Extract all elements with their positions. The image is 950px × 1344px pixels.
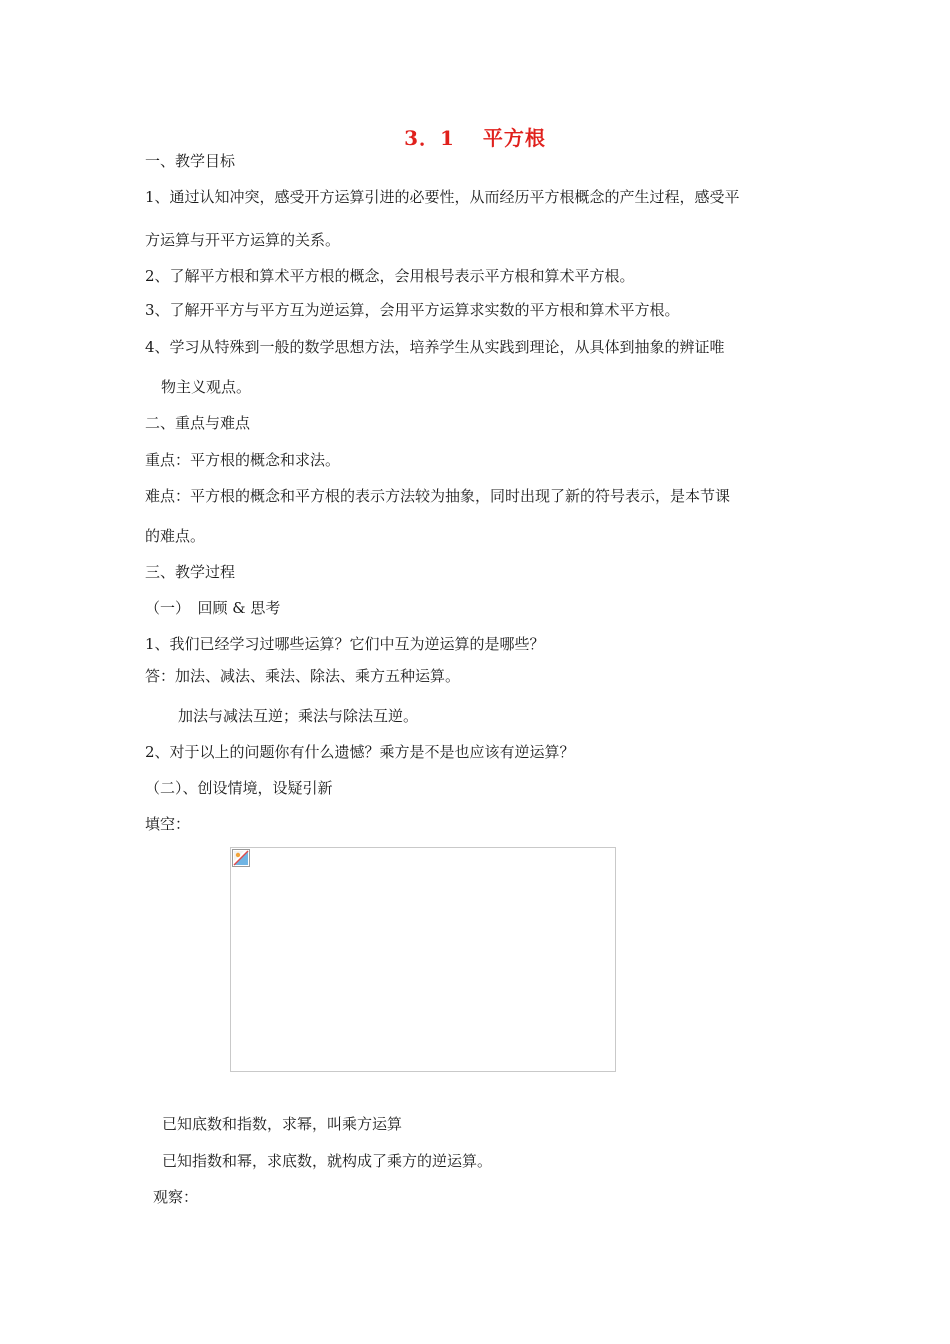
observe-label: 观察： bbox=[153, 1188, 199, 1206]
section-heading-goals: 一、教学目标 bbox=[145, 152, 236, 170]
note-inverse-operation: 已知指数和幂，求底数，就构成了乘方的逆运算。 bbox=[162, 1152, 493, 1170]
answer-1-line-1: 答：加法、减法、乘法、除法、乘方五种运算。 bbox=[145, 667, 461, 685]
page-title bbox=[0, 122, 950, 151]
part-2-heading: （二）、创设情境，设疑引新 bbox=[145, 779, 333, 797]
key-point: 重点：平方根的概念和求法。 bbox=[145, 451, 341, 469]
answer-1-line-2: 加法与减法互逆；乘法与除法互逆。 bbox=[178, 707, 419, 725]
title-number: 3．1 bbox=[404, 126, 455, 150]
goal-4-line-2: 物主义观点。 bbox=[161, 378, 252, 396]
image-placeholder bbox=[230, 847, 616, 1072]
goal-1-line-1: 1、通过认知冲突，感受开方运算引进的必要性，从而经历平方根概念的产生过程，感受平 bbox=[145, 188, 740, 206]
section-heading-process: 三、教学过程 bbox=[145, 563, 236, 581]
fill-in-label: 填空： bbox=[145, 815, 191, 833]
goal-3: 3、了解开平方与平方互为逆运算，会用平方运算求实数的平方根和算术平方根。 bbox=[145, 301, 680, 319]
note-exponentiation: 已知底数和指数，求幂，叫乘方运算 bbox=[162, 1115, 403, 1133]
question-2: 2、对于以上的问题你有什么遗憾？乘方是不是也应该有逆运算？ bbox=[145, 743, 575, 761]
goal-2: 2、了解平方根和算术平方根的概念，会用根号表示平方根和算术平方根。 bbox=[145, 267, 635, 285]
broken-image-icon bbox=[232, 849, 250, 867]
difficulty-line-2: 的难点。 bbox=[145, 527, 206, 545]
difficulty-line-1: 难点：平方根的概念和平方根的表示方法较为抽象，同时出现了新的符号表示，是本节课 bbox=[145, 487, 731, 505]
title-text: 平方根 bbox=[482, 126, 546, 150]
section-heading-key-points: 二、重点与难点 bbox=[145, 414, 251, 432]
goal-1-line-2: 方运算与开平方运算的关系。 bbox=[145, 231, 341, 249]
question-1: 1、我们已经学习过哪些运算？它们中互为逆运算的是哪些？ bbox=[145, 635, 545, 653]
goal-4-line-1: 4、学习从特殊到一般的数学思想方法，培养学生从实践到理论，从具体到抽象的辨证唯 bbox=[145, 338, 725, 356]
part-1-heading: （一） 回顾 & 思考 bbox=[145, 599, 281, 617]
